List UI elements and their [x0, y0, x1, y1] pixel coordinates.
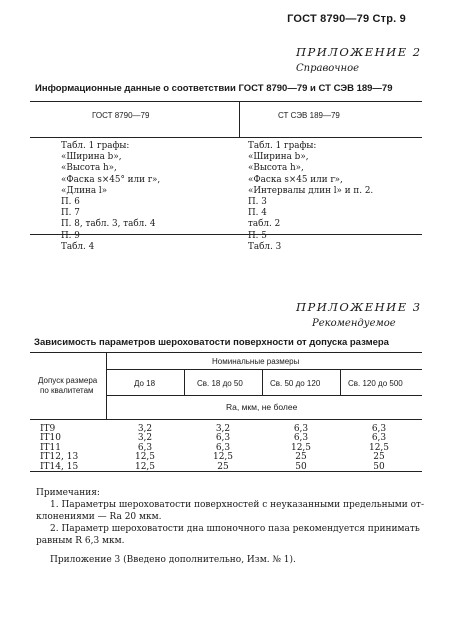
right-row: «Высота h»,	[248, 163, 304, 174]
appendix-2-title: ПРИЛОЖЕНИЕ 2	[296, 45, 422, 59]
right-row: «Фаска s×45 или r»,	[248, 174, 343, 185]
table-cell: 12,5	[134, 452, 156, 463]
left-row: «Фаска s×45° или r»,	[61, 174, 161, 185]
value-column	[193, 425, 253, 472]
left-row: П. 7	[61, 208, 80, 219]
right-row: «Интервалы длин l» и п. 2.	[248, 185, 374, 196]
value-column	[271, 425, 331, 472]
tolerance-column	[40, 425, 100, 472]
right-row: П. 3	[248, 197, 267, 208]
left-row: Табл. 1 графы:	[61, 141, 130, 151]
table-cell: 3,2	[215, 424, 231, 434]
table-cell: 12,5	[134, 461, 156, 472]
col-right-header: СТ СЭВ 189—79	[278, 111, 340, 120]
table-cell: 6,3	[371, 424, 387, 434]
table-cell: 6,3	[293, 433, 309, 444]
group-header: Номинальные размеры	[212, 357, 300, 366]
left-row: «Ширина b»,	[61, 152, 122, 163]
table-cell: 50	[295, 461, 307, 472]
table-cell: 6,3	[215, 433, 231, 444]
right-row: табл. 2	[248, 219, 281, 230]
table-cell: 25	[295, 452, 307, 463]
table-cell: 6,3	[371, 433, 387, 444]
tolerance-label: IT12, 13	[40, 452, 79, 463]
appendix-2-subtitle: Справочное	[296, 63, 360, 74]
table-cell: 25	[373, 452, 385, 463]
tolerance-label: IT14, 15	[40, 461, 79, 472]
table-cell: 6,3	[137, 442, 153, 453]
left-column	[61, 141, 160, 253]
right-row: «Ширина b»,	[248, 152, 309, 163]
table-cell: 3,2	[137, 424, 153, 434]
table-cell: 12,5	[368, 442, 390, 453]
right-row: Табл. 3	[248, 241, 282, 252]
right-row: П. 5	[248, 230, 267, 241]
left-row: «Высота h»,	[61, 163, 117, 174]
table-cell: 3,2	[137, 433, 153, 444]
notes-title: Примечания:	[36, 488, 100, 498]
appendix-3-subtitle: Рекомендуемое	[312, 318, 396, 329]
value-column	[349, 425, 409, 472]
table-cell: 6,3	[293, 424, 309, 434]
size-header: Св. 50 до 120	[270, 379, 321, 388]
note-2-line1: 2. Параметр шероховатости дна шпоночного паза рекомендуется принимать	[50, 524, 420, 534]
col-left-header: ГОСТ 8790—79	[92, 111, 150, 120]
table-cell: 6,3	[215, 442, 231, 453]
table-cell: 25	[217, 461, 229, 472]
notes-section	[36, 487, 426, 566]
note-2-line2: равным R 6,3 мкм.	[36, 536, 125, 546]
right-column	[248, 141, 373, 253]
left-row: Табл. 4	[61, 241, 95, 252]
left-row: П. 6	[61, 197, 80, 208]
row-header-line2: по квалитетам	[40, 386, 94, 395]
note-1-line2: клонениями — Ra 20 мкм.	[36, 512, 162, 522]
correspondence-table	[30, 101, 422, 252]
tolerance-label: IT9	[40, 424, 56, 434]
row-header-line1: Допуск размера	[38, 376, 98, 385]
table-cell: 12,5	[290, 442, 312, 453]
tolerance-label: IT11	[40, 442, 62, 453]
size-header: Св. 18 до 50	[197, 379, 243, 388]
note-1-line1: 1. Параметры шероховатости поверхностей с неуказанными предельными от-	[50, 500, 425, 510]
appendix-3-title: ПРИЛОЖЕНИЕ 3	[296, 300, 422, 314]
page-header: ГОСТ 8790—79 Стр. 9	[287, 13, 406, 25]
unit-row: Ra, мкм, не более	[226, 402, 298, 412]
size-header: Св. 120 до 500	[348, 379, 403, 388]
appendix-3-heading: Зависимость параметров шероховатости поверхности от допуска размера	[34, 337, 389, 348]
left-row: «Длина l»	[61, 185, 108, 196]
right-row: П. 4	[248, 208, 267, 219]
size-header: До 18	[134, 379, 156, 388]
value-column	[115, 425, 175, 472]
right-row: Табл. 1 графы:	[248, 141, 317, 151]
left-row: П. 8, табл. 3, табл. 4	[61, 219, 156, 230]
appendix-3-footer: Приложение 3 (Введено дополнительно, Изм. № 1).	[50, 555, 296, 565]
table-cell: 12,5	[212, 452, 234, 463]
left-row: П. 9	[61, 230, 80, 241]
appendix-2-heading: Информационные данные о соответствии ГОСТ 8790—79 и СТ СЭВ 189—79	[35, 83, 393, 94]
tolerance-label: IT10	[40, 433, 62, 444]
table-cell: 50	[373, 461, 385, 472]
